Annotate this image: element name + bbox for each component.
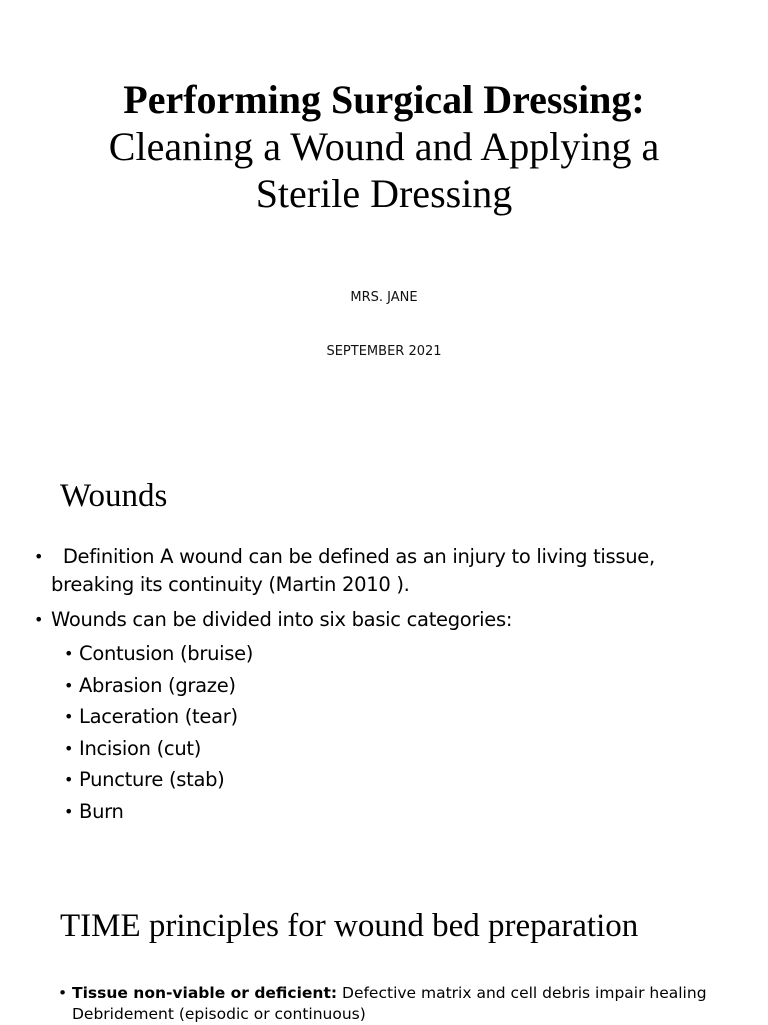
- title-bold-part: Performing Surgical Dressing:: [123, 77, 645, 122]
- category-text: Burn: [79, 799, 124, 823]
- list-item: [34, 606, 734, 634]
- bullet-icon: •: [64, 738, 74, 758]
- bullet-icon: •: [34, 610, 44, 629]
- bullet-icon: •: [64, 707, 74, 727]
- time-principles-slide: [0, 880, 768, 1024]
- list-item: [64, 796, 734, 828]
- time-principles-heading: TIME principles for wound bed preparation: [60, 908, 639, 944]
- title-regular-part: Cleaning a Wound and Applying a Sterile Dressing: [108, 124, 660, 216]
- list-item: [64, 701, 734, 733]
- bullet-icon: •: [64, 644, 74, 663]
- bullet-icon: •: [58, 984, 68, 1002]
- list-item: [34, 543, 734, 599]
- author-name: MRS. JANE: [350, 290, 418, 305]
- bullet-icon: •: [64, 770, 74, 790]
- category-text: Abrasion (graze): [79, 673, 236, 697]
- category-text: Contusion (bruise): [79, 642, 254, 665]
- wounds-slide: [0, 440, 768, 880]
- list-item: [64, 764, 734, 796]
- wounds-bullet-list: [34, 543, 734, 828]
- category-text: Incision (cut): [79, 736, 202, 760]
- presentation-date: SEPTEMBER 2021: [326, 344, 442, 359]
- item-text: Defective matrix and cell debris impair healing Debridement (episodic or continuous): [72, 984, 707, 1023]
- list-item: [64, 638, 734, 670]
- wounds-heading: Wounds: [60, 478, 168, 514]
- bullet-icon: •: [64, 801, 74, 821]
- list-item: [64, 733, 734, 765]
- categories-intro-text: Wounds can be divided into six basic categories:: [51, 608, 513, 631]
- category-list: [34, 638, 734, 828]
- bullet-icon: •: [34, 547, 44, 566]
- item-label: Tissue non-viable or deficient:: [72, 984, 338, 1002]
- bullet-icon: •: [64, 675, 74, 695]
- definition-text: Definition A wound can be defined as an injury to living tissue, breaking its continuity (Martin 2010 ).: [51, 545, 661, 596]
- category-text: Laceration (tear): [79, 705, 238, 729]
- slide-title: [60, 76, 708, 217]
- list-item: [58, 983, 712, 1025]
- title-slide: [0, 0, 768, 440]
- list-item: [64, 670, 734, 702]
- category-text: Puncture (stab): [79, 768, 225, 792]
